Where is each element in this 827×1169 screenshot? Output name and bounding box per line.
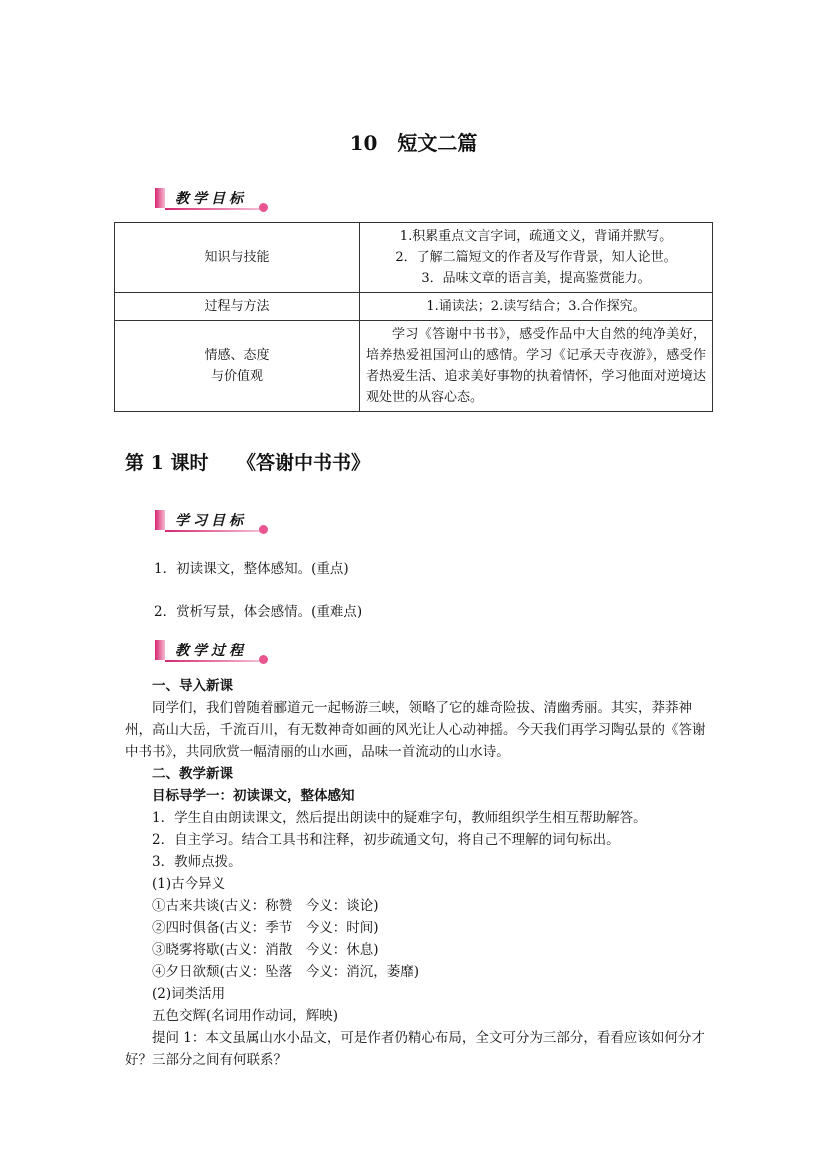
learning-goals-banner: [155, 510, 270, 534]
step-item: 1．学生自由朗读课文，然后提出朗读中的疑难字句，教师组织学生相互帮助解答。: [152, 810, 647, 826]
banner-underline: [165, 208, 267, 210]
intro-paragraph: 同学们，我们曾随着郦道元一起畅游三峡，领略了它的雄奇险拔、清幽秀丽。其实，莽莽神州，高山大岳，千流百川，有无数神奇如画的风光让人心动神摇。今天我们再学习陶弘景的《答谢中书书》，共同欣赏一幅清丽的山水画，品味一首流动的山水诗。: [125, 700, 706, 760]
goal-content: 1.积累重点文言字词，疏通文义，背诵并默写。 2．了解二篇短文的作者及写作背景，知人论世。 3．品味文章的语言美，提高鉴赏能力。: [360, 223, 713, 293]
banner-dot: [259, 525, 268, 534]
table-row: [115, 223, 713, 293]
banner-underline: [165, 530, 267, 532]
banner-label: 教学目标: [175, 191, 247, 207]
learning-objective: 1．初读课文，整体感知。(重点): [154, 561, 349, 577]
banner-label: 学习目标: [175, 513, 247, 529]
table-row: [115, 293, 713, 321]
banner-accent: [155, 510, 165, 530]
banner-accent: [155, 188, 165, 208]
banner-underline: [165, 660, 267, 662]
teaching-goals-table: [114, 222, 713, 412]
guide-heading: 目标导学一：初读课文，整体感知: [152, 788, 355, 804]
teaching-process-banner: [155, 640, 270, 664]
page-title: 10 短文二篇: [349, 131, 478, 155]
goal-category: 过程与方法: [115, 293, 360, 321]
teaching-process-body: [125, 675, 713, 1071]
section-heading: 二、教学新课: [152, 766, 233, 782]
step-item: 2．自主学习。结合工具书和注释，初步疏通文句，将自己不理解的词句标出。: [152, 832, 620, 848]
goal-content: 学习《答谢中书书》，感受作品中大自然的纯净美好，培养热爱祖国河山的感情。学习《记承天寺夜游》，感受作者热爱生活、追求美好事物的执着情怀，学习他面对逆境达观处世的从容心态。: [360, 321, 713, 412]
goal-category: 情感、态度 与价值观: [115, 321, 360, 412]
list-item: ①古来共谈(古义：称赞 今义：谈论): [152, 898, 379, 914]
list-item: 五色交辉(名词用作动词，辉映): [152, 1008, 339, 1024]
learning-objective: 2．赏析写景，体会感情。(重难点): [154, 604, 363, 620]
table-row: [115, 321, 713, 412]
section-heading: 一、导入新课: [152, 678, 233, 694]
step-item: 3．教师点拨。: [152, 854, 242, 870]
teaching-goals-banner: [155, 188, 270, 212]
list-item: ②四时俱备(古义：季节 今义：时间): [152, 920, 379, 936]
banner-label: 教学过程: [175, 643, 247, 659]
banner-accent: [155, 640, 165, 660]
goal-content: 1.诵读法；2.读写结合；3.合作探究。: [360, 293, 713, 321]
sub-heading: (2)词类活用: [152, 986, 226, 1002]
banner-dot: [259, 203, 268, 212]
question-paragraph: 提问 1：本文虽属山水小品文，可是作者仍精心布局，全文可分为三部分，看看应该如何分才好？三部分之间有何联系？: [125, 1030, 705, 1068]
sub-heading: (1)古今异义: [152, 876, 226, 892]
banner-dot: [259, 655, 268, 664]
goal-category: 知识与技能: [115, 223, 360, 293]
lesson-title: 第 1 课时 《答谢中书书》: [125, 452, 370, 474]
list-item: ③晓雾将歇(古义：消散 今义：休息): [152, 942, 379, 958]
list-item: ④夕日欲颓(古义：坠落 今义：消沉，萎靡): [152, 964, 420, 980]
